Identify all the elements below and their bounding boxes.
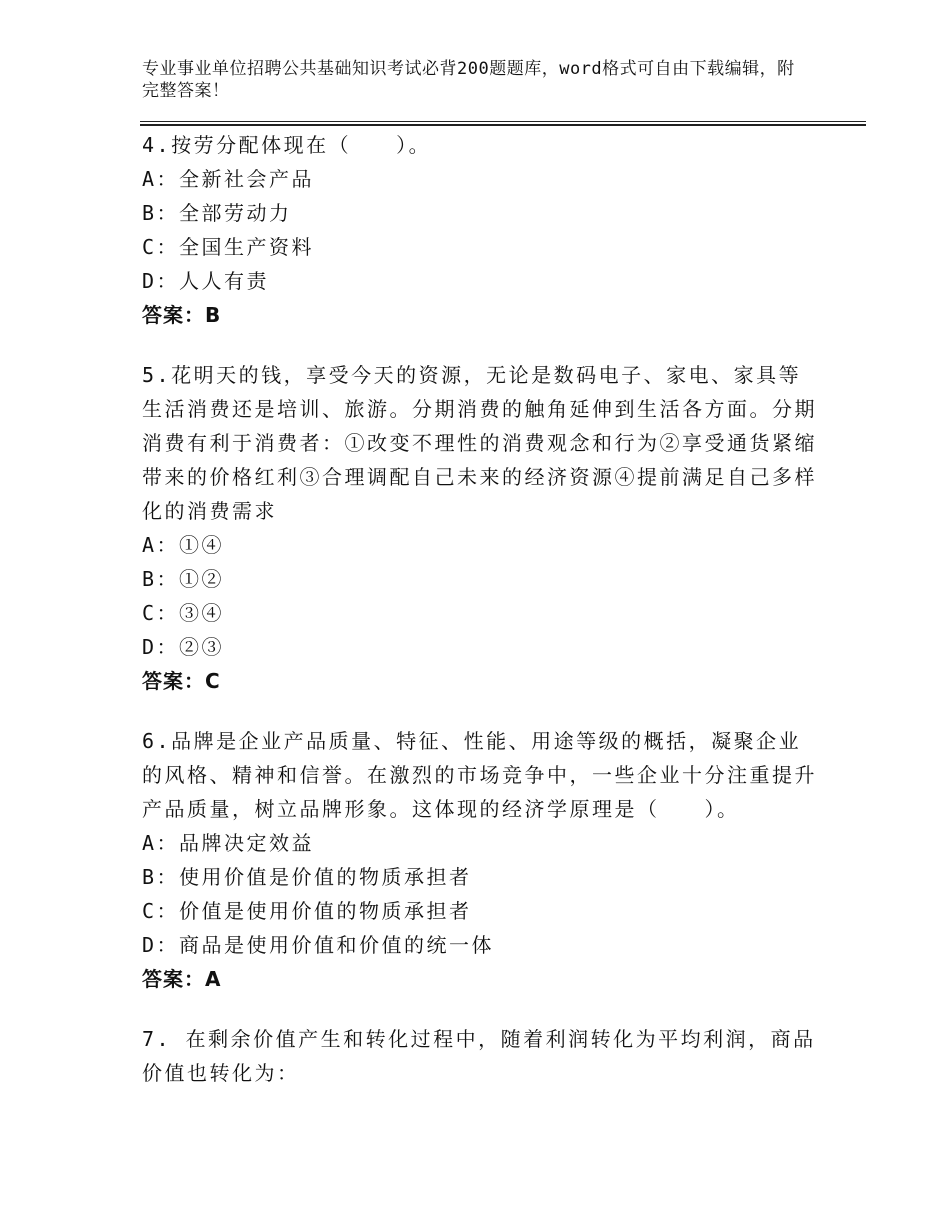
question-5 [142,358,822,698]
option-a: A：品牌决定效益 [142,831,315,855]
question-stem: 5.花明天的钱，享受今天的资源，无论是数码电子、家电、家具等生活消费还是培训、旅游。分期消费的触角延伸到生活各方面。分期消费有利于消费者：①改变不理性的消费观念和行为②享受通货紧缩带来的价格红利③合理调配自己未来的经济资源④提前满足自己多样化的消费需求 [142,363,817,523]
question-4 [142,128,822,332]
option-d: D：人人有责 [142,269,270,293]
header-rule-thick [140,124,866,126]
option-b: B：使用价值是价值的物质承担者 [142,865,472,889]
answer-label: 答案：C [142,669,221,693]
header-rule-thin [140,121,866,122]
answer-label: 答案：B [142,303,222,327]
question-stem: 7. 在剩余价值产生和转化过程中，随着利润转化为平均利润，商品价值也转化为： [142,1027,816,1085]
option-c: C：③④ [142,601,225,625]
option-b: B：全部劳动力 [142,201,292,225]
option-c: C：价值是使用价值的物质承担者 [142,899,472,923]
question-stem: 4.按劳分配体现在（ ）。 [142,133,432,157]
option-c: C：全国生产资料 [142,235,315,259]
page-header: 专业事业单位招聘公共基础知识考试必背200题题库，word格式可自由下载编辑，附完整答案！ [142,59,795,101]
option-d: D：②③ [142,635,225,659]
question-7 [142,1022,822,1090]
option-a: A：①④ [142,533,225,557]
answer-label: 答案：A [142,967,222,991]
option-a: A：全新社会产品 [142,167,315,191]
question-list [142,128,822,1116]
option-d: D：商品是使用价值和价值的统一体 [142,933,495,957]
question-stem: 6.品牌是企业产品质量、特征、性能、用途等级的概括，凝聚企业的风格、精神和信誉。在激烈的市场竞争中，一些企业十分注重提升产品质量，树立品牌形象。这体现的经济学原理是（ ）。 [142,729,817,821]
question-6 [142,724,822,996]
option-b: B：①② [142,567,225,591]
